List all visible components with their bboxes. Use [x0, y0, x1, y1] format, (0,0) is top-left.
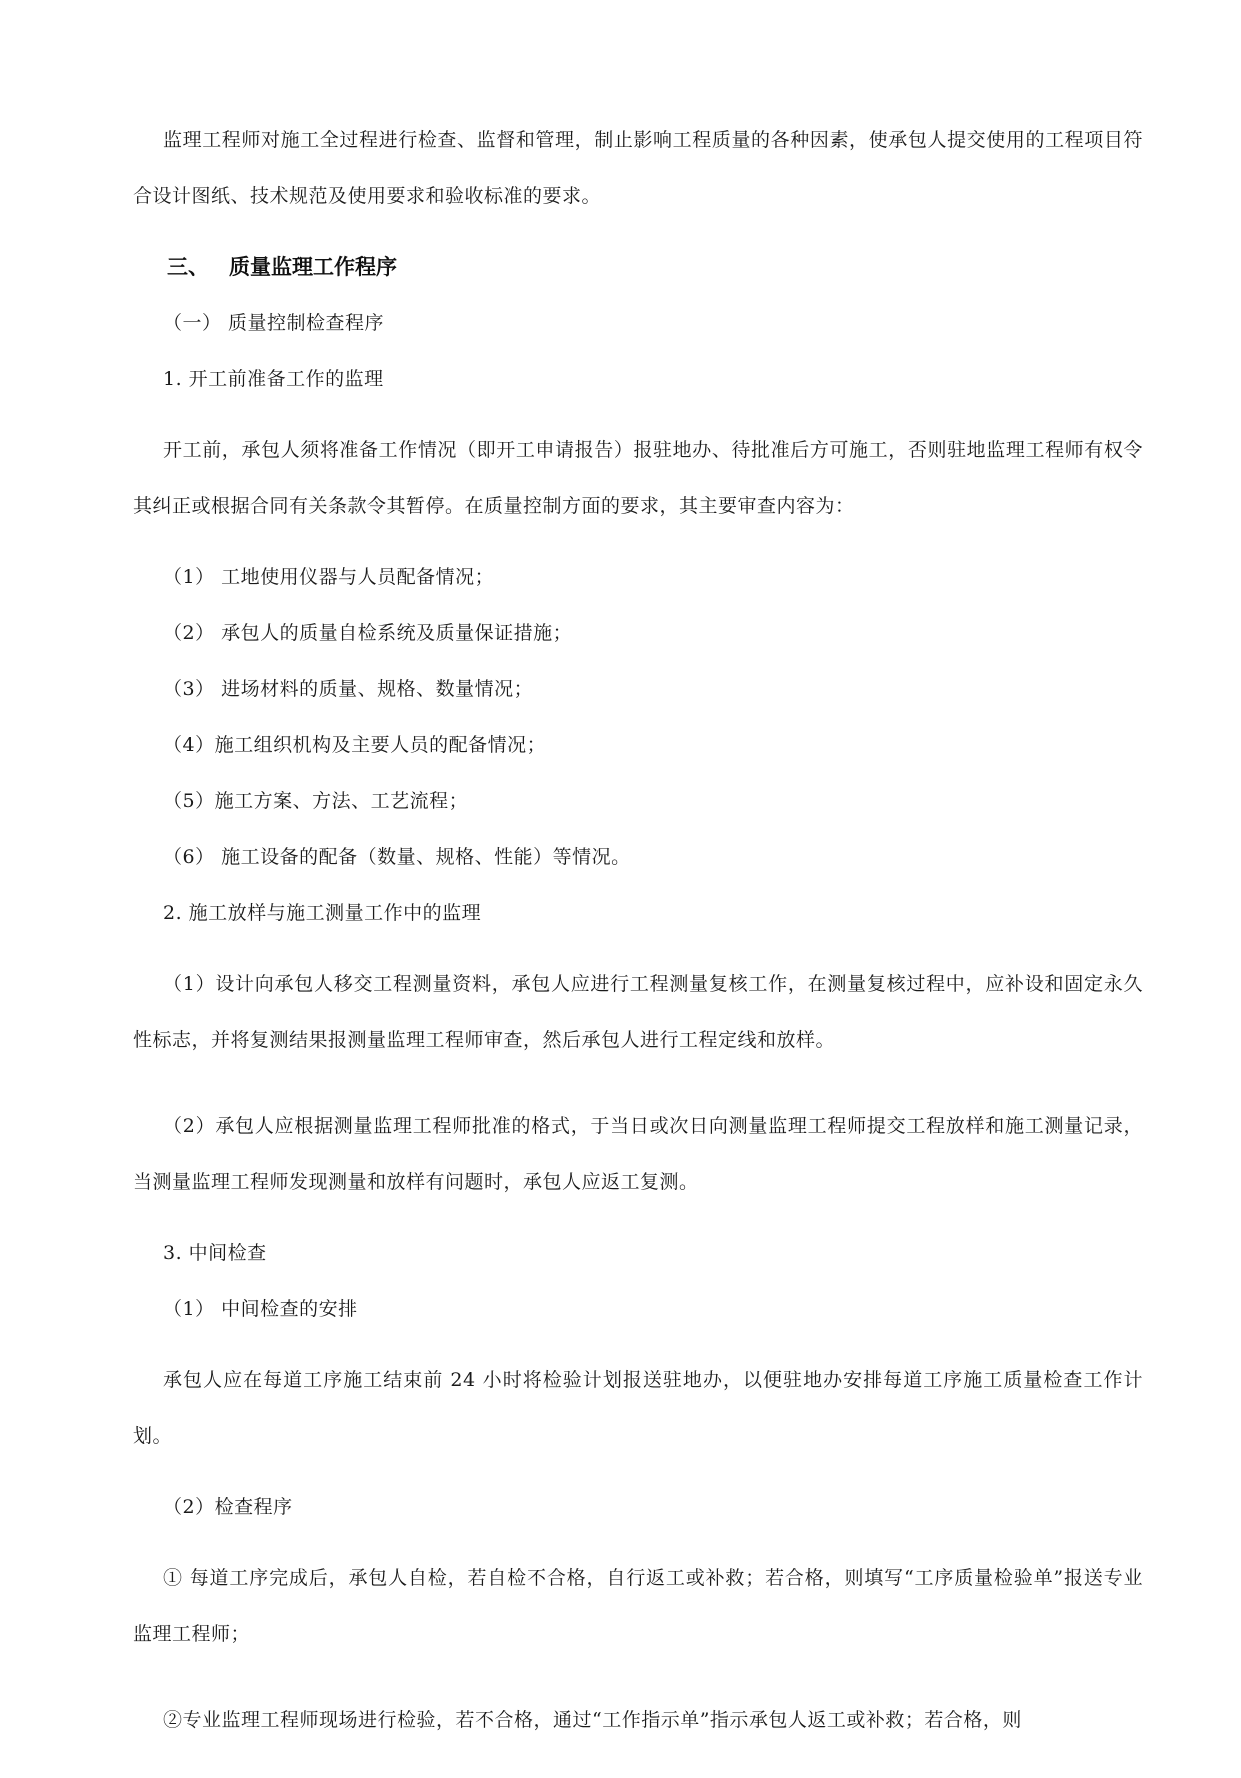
intro-paragraph: 监理工程师对施工全过程进行检查、监督和管理，制止影响工程质量的各种因素，使承包人提交使用的工程项目符合设计图纸、技术规范及使用要求和验收标准的要求。	[133, 129, 1143, 207]
list-item: （5）施工方案、方法、工艺流程；	[163, 790, 469, 812]
section-title: 质量监理工作程序	[229, 255, 397, 279]
list-item: （6） 施工设备的配备（数量、规格、性能）等情况。	[163, 846, 631, 868]
item2-paragraph-1: （1）设计向承包人移交工程测量资料，承包人应进行工程测量复核工作，在测量复核过程中，应补设和固定永久性标志，并将复测结果报测量监理工程师审查，然后承包人进行工程定线和放样。	[133, 973, 1143, 1051]
list-item: （2） 承包人的质量自检系统及质量保证措施；	[163, 622, 573, 644]
item3-paragraph-1: 承包人应在每道工序施工结束前 24 小时将检验计划报送驻地办，以便驻地办安排每道工序施工质量检查工作计划。	[133, 1369, 1143, 1447]
item3-subtitle-1: （1） 中间检查的安排	[163, 1298, 358, 1320]
list-item: （3） 进场材料的质量、规格、数量情况；	[163, 678, 534, 700]
item3-subtitle-2: （2）检查程序	[163, 1496, 293, 1518]
section-heading	[133, 254, 1143, 280]
document-body	[133, 112, 1143, 1778]
item3-title: 3. 中间检查	[163, 1242, 267, 1264]
item3-step-1: ① 每道工序完成后，承包人自检，若自检不合格，自行返工或补救；若合格，则填写“工序质量检验单”报送专业监理工程师；	[133, 1567, 1143, 1645]
list-item: （4）施工组织机构及主要人员的配备情况；	[163, 734, 547, 756]
section-number: 三、	[167, 255, 209, 279]
item2-title: 2. 施工放样与施工测量工作中的监理	[163, 902, 482, 924]
item3-step-2: ②专业监理工程师现场进行检验，若不合格，通过“工作指示单”指示承包人返工或补救；若合格，则	[163, 1709, 1022, 1731]
subsection-title: （一） 质量控制检查程序	[163, 312, 385, 334]
item2-paragraph-2: （2）承包人应根据测量监理工程师批准的格式，于当日或次日向测量监理工程师提交工程放样和施工测量记录，当测量监理工程师发现测量和放样有问题时，承包人应返工复测。	[133, 1115, 1143, 1193]
item1-title: 1. 开工前准备工作的监理	[163, 368, 384, 390]
list-item: （1） 工地使用仪器与人员配备情况；	[163, 566, 495, 588]
item1-paragraph: 开工前，承包人须将准备工作情况（即开工申请报告）报驻地办、待批准后方可施工，否则驻地监理工程师有权令其纠正或根据合同有关条款令其暂停。在质量控制方面的要求，其主要审查内容为：	[133, 439, 1143, 517]
